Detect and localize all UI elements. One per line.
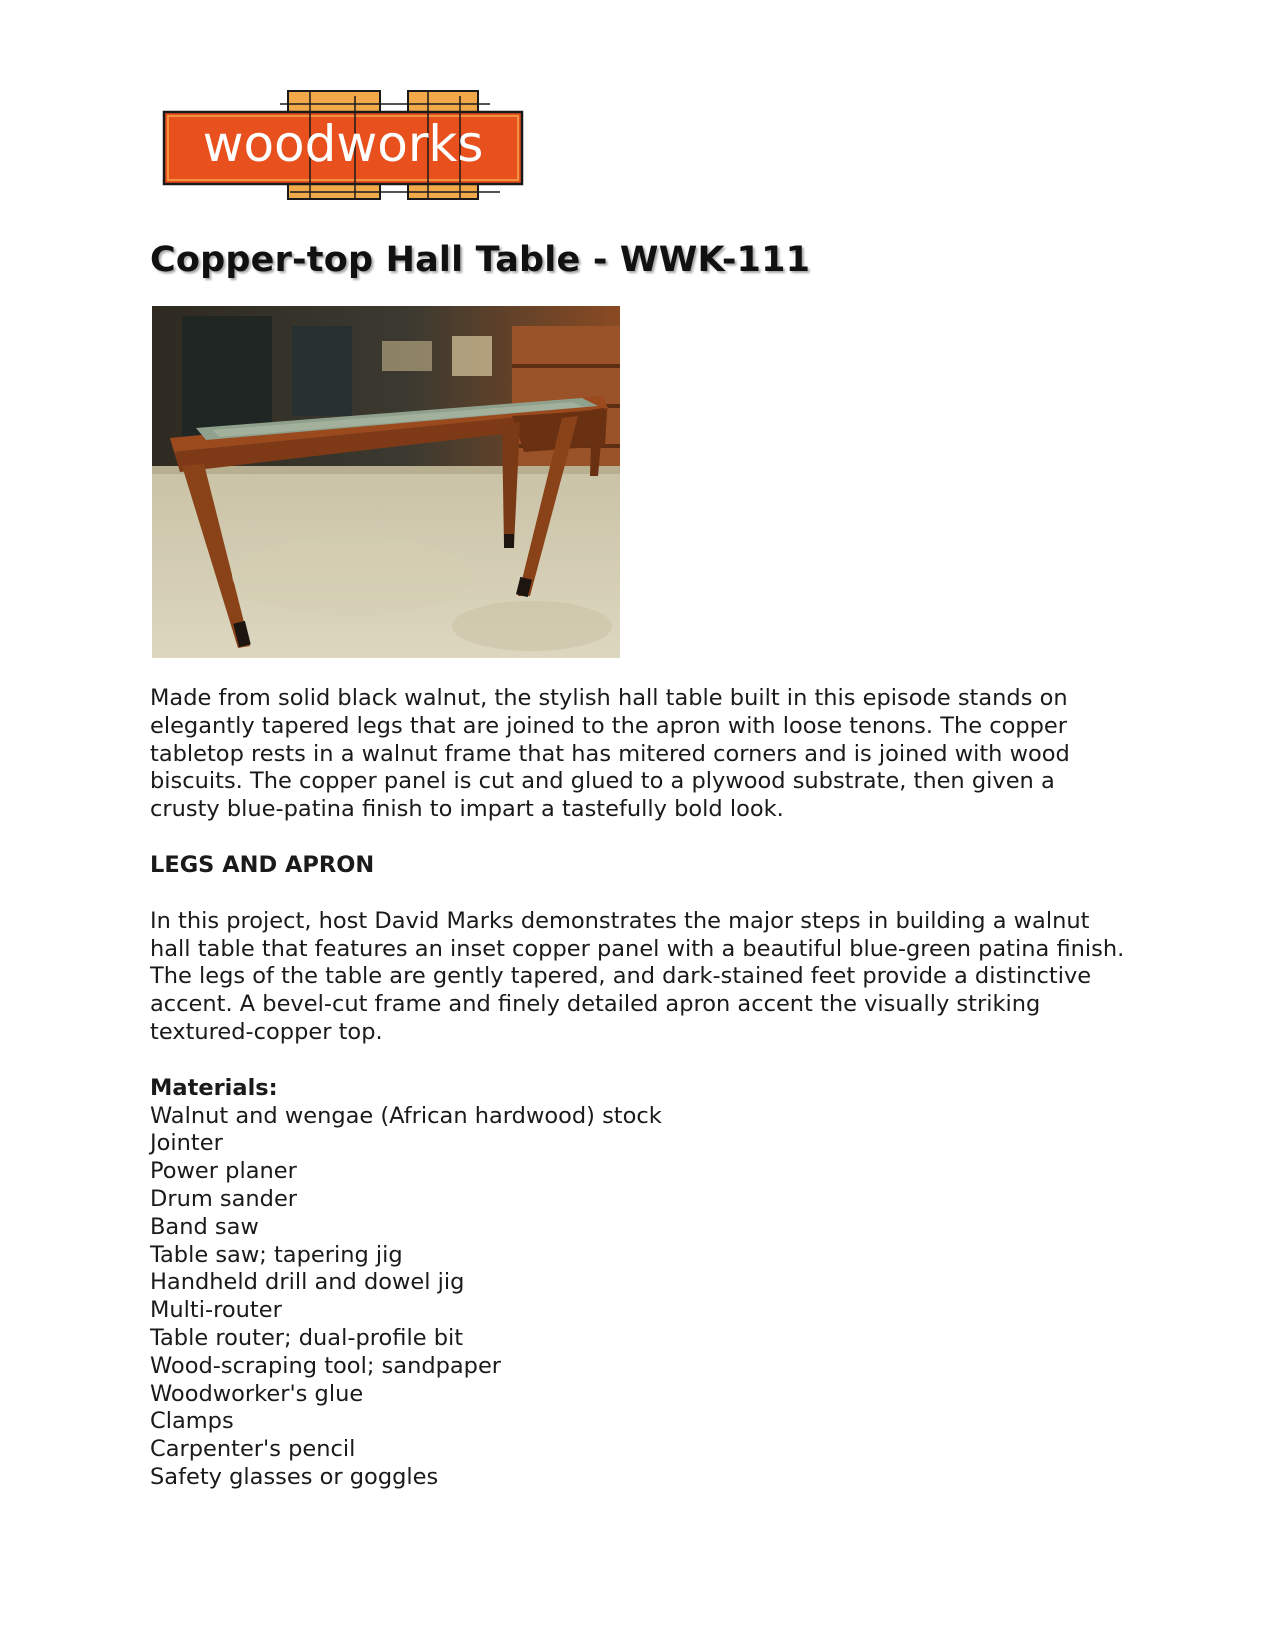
- page-title: Copper-top Hall Table - WWK-111: [150, 240, 811, 280]
- table-photo: [152, 306, 620, 658]
- article-content: [150, 685, 1130, 1492]
- list-item: Table saw; tapering jig: [150, 1241, 403, 1268]
- list-item: Walnut and wengae (African hardwood) stock: [150, 1102, 662, 1129]
- intro-paragraph: Made from solid black walnut, the stylish hall table built in this episode stands on elegantly tapered legs that are joined to the apron with loose tenons. The copper tabletop rests in a walnut frame that has mitered corners and is joined with wood biscuits. The copper panel is cut and glued to a plywood substrate, then given a crusty blue-patina finish to impart a tastefully bold look.: [150, 685, 1070, 823]
- list-item: Safety glasses or goggles: [150, 1463, 439, 1490]
- body-paragraph: In this project, host David Marks demonstrates the major steps in building a walnut hall table that features an inset copper panel with a beautiful blue-green patina finish. The legs of the table are gently tapered, and dark-stained feet provide a distinctive accent. A bevel-cut frame and finely detailed apron accent the visually striking textured-copper top.: [150, 907, 1125, 1045]
- materials-list: [150, 1103, 1130, 1492]
- list-item: Handheld drill and dowel jig: [150, 1269, 465, 1296]
- logo-text: woodworks: [202, 115, 484, 173]
- list-item: Drum sander: [150, 1185, 298, 1212]
- list-item: Carpenter's pencil: [150, 1436, 356, 1463]
- list-item: Jointer: [150, 1130, 223, 1157]
- section-heading: LEGS AND APRON: [150, 851, 375, 878]
- materials-heading: Materials:: [150, 1074, 278, 1101]
- list-item: Woodworker's glue: [150, 1380, 364, 1407]
- list-item: Table router; dual-profile bit: [150, 1324, 464, 1351]
- woodworks-logo: [160, 88, 530, 204]
- list-item: Power planer: [150, 1158, 297, 1185]
- list-item: Band saw: [150, 1213, 259, 1240]
- list-item: Multi-router: [150, 1297, 282, 1324]
- list-item: Clamps: [150, 1408, 234, 1435]
- list-item: Wood-scraping tool; sandpaper: [150, 1352, 502, 1379]
